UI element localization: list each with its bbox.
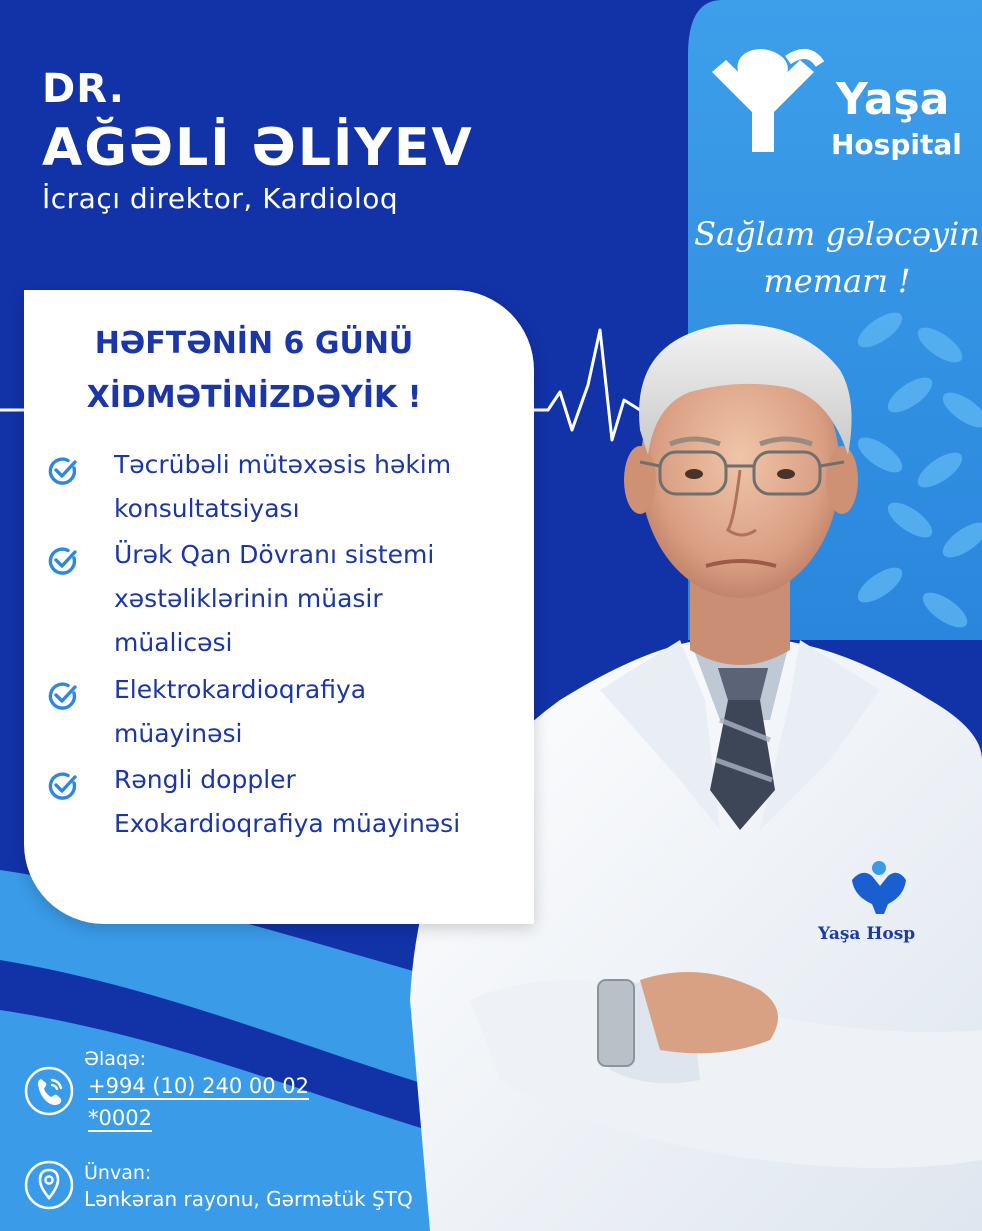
doctor-name: AĞƏLİ ƏLİYEV [42, 118, 474, 178]
slogan-line-2: memarı ! [763, 262, 911, 300]
services-card [24, 290, 534, 924]
slogan-line-1: Sağlam gələcəyin [694, 215, 980, 253]
phone-extension-link[interactable]: *0002 [88, 1106, 152, 1130]
doctor-role: İcraçı direktor, Kardioloq [42, 182, 399, 215]
service-item-3 [48, 675, 518, 765]
service-2-line-1: Ürək Qan Dövranı sistemi [114, 540, 435, 569]
service-4-line-2: Exokardioqrafiya müayinəsi [114, 809, 461, 838]
phone-icon [24, 1066, 74, 1116]
service-2-line-3: müalicəsi [114, 628, 233, 657]
service-3-line-2: müayinəsi [114, 719, 243, 748]
service-2-line-2: xəstəliklərinin müasir [114, 584, 383, 613]
coat-logo-text: Yaşa Hosp [818, 924, 916, 944]
service-1-line-2: konsultatsiyası [114, 494, 300, 523]
phone-number-link[interactable]: +994 (10) 240 00 02 [88, 1074, 310, 1098]
card-heading-line-2: XİDMƏTİNİZDƏYİK ! [86, 380, 422, 415]
location-pin-icon [24, 1160, 74, 1210]
service-item-4 [48, 765, 518, 855]
check-circle-icon [48, 456, 78, 486]
service-item-2 [48, 540, 518, 670]
card-heading-line-1: HƏFTƏNİN 6 GÜNÜ [94, 326, 414, 361]
check-circle-icon [48, 546, 78, 576]
doctor-prefix: DR. [42, 66, 125, 112]
address-value: Lənkəran rayonu, Gərmətük ŞTQ [84, 1187, 413, 1211]
service-4-line-1: Rəngli doppler [114, 765, 296, 794]
service-item-1 [48, 450, 518, 540]
logo-text-hospital: Hospital [831, 128, 962, 161]
logo-text-yasa: Yaşa [836, 74, 950, 125]
service-1-line-1: Təcrübəli mütəxəsis həkim [114, 450, 452, 479]
contact-label: Əlaqə: [84, 1048, 147, 1070]
check-circle-icon [48, 681, 78, 711]
service-3-line-1: Elektrokardioqrafiya [114, 675, 367, 704]
address-label: Ünvan: [84, 1162, 152, 1184]
check-circle-icon [48, 771, 78, 801]
